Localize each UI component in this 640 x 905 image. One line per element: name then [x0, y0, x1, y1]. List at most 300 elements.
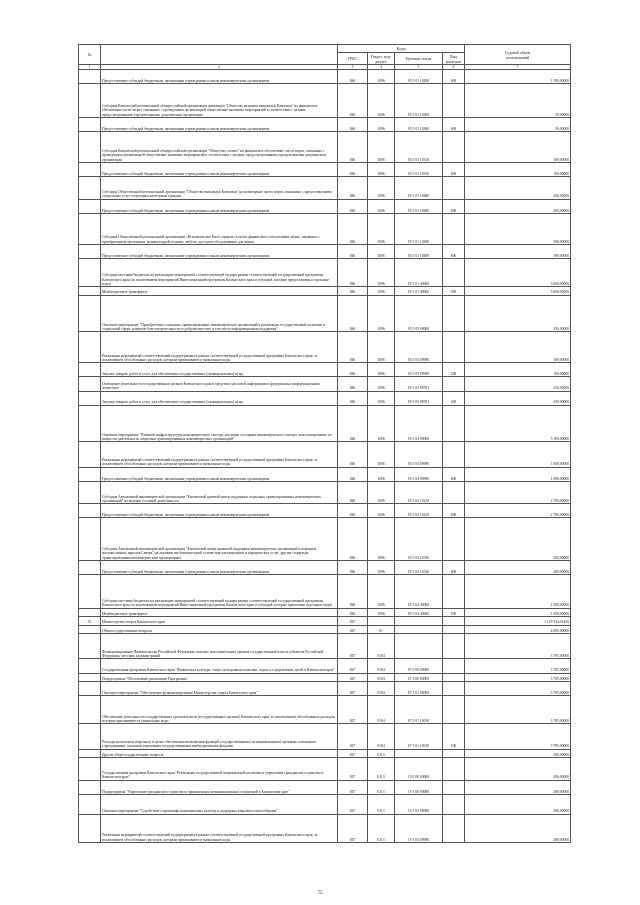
table-row: [79, 213, 571, 244]
row-csr: 05 5 04 40060: [395, 574, 443, 608]
row-no: [79, 625, 101, 633]
row-sum: 5 100,00000: [465, 405, 571, 442]
row-sum: 280,00000: [465, 794, 571, 814]
table-row: [79, 814, 571, 842]
table-row: [79, 794, 571, 814]
table-row: [79, 749, 571, 757]
row-no: [79, 682, 101, 696]
row-grbs: 846: [338, 363, 368, 377]
row-razdel: 1006: [368, 295, 395, 332]
row-vid: [443, 481, 465, 504]
row-vid: [443, 780, 465, 794]
row-sum: 100,00000: [465, 363, 571, 377]
row-name: Подпрограмма "Обеспечение реализации Программы": [101, 673, 338, 681]
col-num: 2: [101, 65, 338, 70]
row-name: Субсидия Камчатской региональной общероссийской организации инвалидов "Общество незрячих инвалидов Камчатки" на финансовое обеспечение части затрат, связанных с проведением организацией общественно-значимых мероприятий в соответствии с целями, предусмотренными учредительными документами организации: [101, 84, 338, 118]
row-csr: 05 5 04 10210: [395, 504, 443, 518]
row-sum: 1 000,00000: [465, 442, 571, 467]
row-sum: 1 200,00000: [465, 608, 571, 616]
row-sum: 200,00000: [465, 199, 571, 213]
row-no: [79, 673, 101, 681]
row-razdel: 1006: [368, 608, 395, 616]
row-razdel: 0113: [368, 758, 395, 781]
row-no: [79, 814, 101, 842]
row-sum: 250,00000: [465, 391, 571, 405]
table-row: [79, 467, 571, 481]
row-vid: [443, 132, 465, 163]
row-csr: 05 5 04 00000: [395, 405, 443, 442]
row-no: [79, 659, 101, 673]
table-row: [79, 199, 571, 213]
row-vid: [443, 659, 465, 673]
row-razdel: 1006: [368, 163, 395, 177]
row-grbs: 846: [338, 377, 368, 391]
row-csr: 05 5 04 09990: [395, 467, 443, 481]
row-csr: 05 5 03 09990: [395, 363, 443, 377]
row-csr: 05 5 01 10480: [395, 199, 443, 213]
col-num: 6: [443, 65, 465, 70]
row-csr: 19 1 00 00000: [395, 780, 443, 794]
row-sum: 100,00000: [465, 132, 571, 163]
row-csr: 05 5 01 10490: [395, 244, 443, 258]
row-csr: 05 5 01 10280: [395, 70, 443, 84]
row-no: [79, 481, 101, 504]
row-sum: 1 590,00000: [465, 70, 571, 84]
row-razdel: 1006: [368, 117, 395, 131]
row-grbs: 847: [338, 617, 368, 625]
row-no: [79, 244, 101, 258]
row-grbs: 847: [338, 814, 368, 842]
row-name: Основное мероприятие "Обеспечение функционирования Министерства спорта Камчатского края": [101, 682, 338, 696]
row-razdel: 01: [368, 625, 395, 633]
table-row: [79, 724, 571, 749]
row-vid: 600: [443, 244, 465, 258]
table-row: [79, 481, 571, 504]
row-csr: 05 5 04 10210: [395, 481, 443, 504]
row-razdel: 1006: [368, 560, 395, 574]
table-row: [79, 295, 571, 332]
row-grbs: 847: [338, 682, 368, 696]
row-razdel: 0104: [368, 634, 395, 659]
row-grbs: 846: [338, 199, 368, 213]
row-razdel: 1006: [368, 258, 395, 286]
row-no: [79, 518, 101, 560]
row-name: Расходы на выплаты персоналу в целях обеспечения выполнения функций государственными (муниципальными) органами, казенными учреждениями, органами управления государственными внебюджетными фондами: [101, 724, 338, 749]
row-sum: 3 785,00000: [465, 682, 571, 696]
row-razdel: 0104: [368, 673, 395, 681]
col-header-vid: Вид расходов: [443, 53, 465, 65]
row-name: Предоставление субсидий бюджетным, автономным учреждениям и иным некоммерческим организациям: [101, 560, 338, 574]
row-name: Предоставление субсидий бюджетным, автономным учреждениям и иным некоммерческим организациям: [101, 244, 338, 258]
row-csr: 05 5 04 10330: [395, 518, 443, 560]
row-sum: 280,00000: [465, 758, 571, 781]
row-csr: 19 0 00 00000: [395, 758, 443, 781]
row-sum: 50,00000: [465, 117, 571, 131]
row-grbs: 847: [338, 696, 368, 724]
row-no: [79, 391, 101, 405]
budget-table: [78, 44, 571, 843]
row-vid: [443, 814, 465, 842]
col-header-total-line2: ассигнований: [505, 54, 530, 60]
col-num: 4: [368, 65, 395, 70]
row-razdel: 1006: [368, 213, 395, 244]
row-no: [79, 405, 101, 442]
row-name: Обеспечение деятельности государственных органов власти (государственных органов) Камчатского края, за исключением обособленных расходов, которым присваиваются уникальные коды: [101, 696, 338, 724]
row-no: [79, 132, 101, 163]
row-razdel: 1006: [368, 199, 395, 213]
row-grbs: 846: [338, 117, 368, 131]
row-name: Субсидия Автономной некоммерческой организации "Камчатский краевой центр поддержки социально ориентированных некоммерческих организаций" на ведение уставной деятельности: [101, 481, 338, 504]
row-no: [79, 794, 101, 814]
table-row: [79, 258, 571, 286]
row-no: [79, 724, 101, 749]
row-csr: 05 5 01 40060: [395, 287, 443, 295]
row-no: [79, 258, 101, 286]
col-num: 7: [465, 65, 571, 70]
row-vid: [443, 258, 465, 286]
row-sum: 3 600,00000: [465, 287, 571, 295]
table-row: [79, 177, 571, 200]
row-name: Министерство спорта Камчатского края: [101, 617, 338, 625]
row-grbs: 847: [338, 724, 368, 749]
row-sum: 3 785,00000: [465, 724, 571, 749]
col-header-no: №: [79, 45, 101, 65]
row-csr: 07 3 01 10010: [395, 724, 443, 749]
col-header-name: [101, 45, 338, 65]
row-vid: 600: [443, 117, 465, 131]
col-num: 5: [395, 65, 443, 70]
row-razdel: 1006: [368, 132, 395, 163]
row-no: [79, 363, 101, 377]
row-no: [79, 442, 101, 467]
row-sum: 1 129 334,01400: [465, 617, 571, 625]
row-vid: [443, 634, 465, 659]
row-razdel: 0113: [368, 794, 395, 814]
row-razdel: 0104: [368, 696, 395, 724]
row-csr: 05 5 01 10310: [395, 163, 443, 177]
row-name: Основное мероприятие "Содействие сохранению национальных культур и поддержка языкового многообразия": [101, 794, 338, 814]
row-razdel: 0104: [368, 724, 395, 749]
row-no: [79, 574, 101, 608]
row-vid: [443, 617, 465, 625]
table-row: [79, 634, 571, 659]
row-no: [79, 696, 101, 724]
row-grbs: 846: [338, 574, 368, 608]
row-csr: 05 5 01 40060: [395, 258, 443, 286]
table-row: [79, 780, 571, 794]
row-no: [79, 608, 101, 616]
row-vid: 500: [443, 287, 465, 295]
row-name: Другие общегосударственные вопросы: [101, 749, 338, 757]
row-grbs: 846: [338, 332, 368, 363]
row-sum: 200,00000: [465, 560, 571, 574]
row-no: [79, 199, 101, 213]
row-no: [79, 560, 101, 574]
row-vid: [443, 794, 465, 814]
row-sum: 50,00000: [465, 84, 571, 118]
row-grbs: 846: [338, 84, 368, 118]
row-name: Общегосударственные вопросы: [101, 625, 338, 633]
row-vid: [443, 442, 465, 467]
row-sum: 250,00000: [465, 377, 571, 391]
row-sum: 200,00000: [465, 518, 571, 560]
table-row: [79, 504, 571, 518]
row-razdel: 1006: [368, 467, 395, 481]
row-grbs: 847: [338, 758, 368, 781]
row-name: Освещение деятельности государственных органов Камчатского края в средствах массовой информации и федеральных информационных агентствах: [101, 377, 338, 391]
table-row: [79, 625, 571, 633]
row-no: [79, 295, 101, 332]
row-razdel: 1006: [368, 244, 395, 258]
table-row: [79, 442, 571, 467]
page-number: 75: [317, 891, 323, 896]
table-row: [79, 518, 571, 560]
row-razdel: 1006: [368, 504, 395, 518]
row-csr: [395, 749, 443, 757]
row-sum: 4 065,00000: [465, 625, 571, 633]
row-name: Межбюджетные трансферты: [101, 287, 338, 295]
row-csr: 05 5 01 10310: [395, 132, 443, 163]
row-vid: [443, 682, 465, 696]
row-grbs: 846: [338, 70, 368, 84]
row-grbs: 847: [338, 659, 368, 673]
row-name: Государственная программа Камчатского края "Физическая культура, спорт, молодежная политика, отдых и оздоровление детей в Камчатском крае": [101, 659, 338, 673]
row-name: Реализация мероприятий соответствующей подпрограммы в рамках соответствующей государственной программы Камчатского края, за исключением обособленных расходов, которым присваиваются уникальные коды: [101, 442, 338, 467]
row-grbs: 846: [338, 258, 368, 286]
row-vid: [443, 696, 465, 724]
row-vid: [443, 673, 465, 681]
row-grbs: 846: [338, 481, 368, 504]
row-razdel: 1006: [368, 363, 395, 377]
table-row: [79, 70, 571, 84]
row-grbs: 846: [338, 518, 368, 560]
col-header-codes: Коды: [338, 45, 465, 53]
row-grbs: 846: [338, 391, 368, 405]
row-name: Субсидия Камчатской региональной общероссийской организации "Общество слепых" на финансовое обеспечение части затрат, связанных с проведением организацией общественно-значимых мероприятий в соответствии с целями, предусмотренными учредительными документами организации: [101, 132, 338, 163]
row-razdel: 1006: [368, 442, 395, 467]
row-name: Подпрограмма "Укрепление гражданского единства и гармонизация межнациональных отношений в Камчатском крае": [101, 780, 338, 794]
row-razdel: 0113: [368, 814, 395, 842]
row-name: Субсидия Общественной региональной организации "Общество инвалидов Камчатки" на возмещение части затрат, связанных с предоставлением социальных услуг отдельным категориям граждан: [101, 177, 338, 200]
row-name: Предоставление субсидий бюджетным, автономным учреждениям и иным некоммерческим организациям: [101, 117, 338, 131]
row-sum: 390,00000: [465, 213, 571, 244]
row-name: Государственная программа Камчатского края "Реализация государственной национальной политики и укрепление гражданского единства в Камчатском крае": [101, 758, 338, 781]
row-razdel: 0104: [368, 682, 395, 696]
row-grbs: 846: [338, 504, 368, 518]
row-grbs: 847: [338, 749, 368, 757]
row-sum: 3 785,00000: [465, 673, 571, 681]
row-no: [79, 758, 101, 781]
row-grbs: 847: [338, 634, 368, 659]
row-grbs: 846: [338, 163, 368, 177]
row-no: [79, 287, 101, 295]
row-csr: 05 5 03 09990: [395, 332, 443, 363]
row-no: [79, 467, 101, 481]
row-no: [79, 117, 101, 131]
row-razdel: [368, 617, 395, 625]
table-row: [79, 287, 571, 295]
row-name: Субсидия Автономной некоммерческой организации "Камчатский центр правовой поддержки некоммерческих организаций и коренных малочисленных народов Севера" на оказание им безвозмездной основе консультационных и юридических услуг другим социально ориентированным некоммерческим организациям: [101, 518, 338, 560]
row-name: Закупка товаров, работ и услуг для обеспечения государственных (муниципальных) нужд: [101, 391, 338, 405]
row-vid: [443, 405, 465, 442]
table-row: [79, 363, 571, 377]
row-sum: 350,00000: [465, 295, 571, 332]
row-razdel: 1006: [368, 70, 395, 84]
row-no: [79, 177, 101, 200]
row-vid: 600: [443, 70, 465, 84]
row-no: [79, 70, 101, 84]
row-sum: 280,00000: [465, 814, 571, 842]
table-row: [79, 405, 571, 442]
row-vid: [443, 749, 465, 757]
col-header-csr: Целевая статья: [395, 53, 443, 65]
budget-table-sheet: [78, 44, 570, 843]
table-row: [79, 574, 571, 608]
row-grbs: 846: [338, 213, 368, 244]
row-sum: 100,00000: [465, 163, 571, 177]
row-sum: 3 600,00000: [465, 258, 571, 286]
row-razdel: 0104: [368, 659, 395, 673]
row-csr: 07 3 01 10010: [395, 696, 443, 724]
budget-table-body: [79, 70, 571, 843]
row-grbs: 846: [338, 560, 368, 574]
row-csr: 05 5 04 09990: [395, 442, 443, 467]
row-razdel: 0113: [368, 749, 395, 757]
row-csr: [395, 617, 443, 625]
row-name: Межбюджетные трансферты: [101, 608, 338, 616]
row-vid: [443, 332, 465, 363]
row-name: Предоставление субсидий бюджетным, автономным учреждениям и иным некоммерческим организациям: [101, 163, 338, 177]
row-sum: 280,00000: [465, 749, 571, 757]
row-no: [79, 749, 101, 757]
col-header-grbs: ГРБС: [338, 53, 368, 65]
row-name: Субсидия Общественной региональной организации «Всекамчатское Енот саранов» в целях финансового обеспечения затрат, связанных с приобретением оргтехники, компьютерной техники, мебели, доступом обслуживания для жилья: [101, 213, 338, 244]
row-razdel: 1006: [368, 84, 395, 118]
row-sum: 280,00000: [465, 780, 571, 794]
row-csr: 05 5 03 98701: [395, 391, 443, 405]
row-razdel: 1006: [368, 287, 395, 295]
row-sum: 390,00000: [465, 244, 571, 258]
row-razdel: 1006: [368, 177, 395, 200]
row-no: 31: [79, 617, 101, 625]
row-no: [79, 163, 101, 177]
row-name: Предоставление субсидий бюджетным, автономным учреждениям и иным некоммерческим организациям: [101, 70, 338, 84]
row-razdel: 1006: [368, 377, 395, 391]
row-no: [79, 332, 101, 363]
row-sum: 100,00000: [465, 332, 571, 363]
row-grbs: 846: [338, 295, 368, 332]
row-grbs: 847: [338, 780, 368, 794]
row-csr: 05 5 03 00000: [395, 295, 443, 332]
row-name: Основное мероприятие "Развитие инфраструктуры некоммерческого сектора, изучение состояния некоммерческого сектора, консультирование по вопросам деятельности социально ориентированных некоммерческих организаций": [101, 405, 338, 442]
table-row: [79, 758, 571, 781]
row-grbs: 846: [338, 132, 368, 163]
row-name: Реализация мероприятий соответствующей подпрограммы в рамках соответствующей государственной программы Камчатского края, за исключением обособленных расходов, которым присваиваются уникальные коды: [101, 332, 338, 363]
row-csr: 05 5 01 10300: [395, 84, 443, 118]
row-no: [79, 504, 101, 518]
col-header-total-line1: Годовой объем: [504, 49, 531, 55]
row-vid: [443, 518, 465, 560]
row-name: Реализация мероприятий соответствующей подпрограммы в рамках соответствующей государственной программы Камчатского края, за исключением обособленных расходов, которым присваиваются уникальные коды: [101, 814, 338, 842]
row-name: Субсидии местным бюджетам на реализацию мероприятий соответствующей подпрограммы соответствующей государственной программы Камчатского края (за исключением мероприятий Инвестиционной программы Камчатского края и субсидий, которые присвоены отдельные коды): [101, 574, 338, 608]
row-name: Предоставление субсидий бюджетным, автономным учреждениям и иным некоммерческим организациям: [101, 199, 338, 213]
row-grbs: 847: [338, 673, 368, 681]
row-vid: [443, 574, 465, 608]
row-csr: 07 3 00 00000: [395, 673, 443, 681]
row-grbs: 846: [338, 608, 368, 616]
row-csr: 19 1 03 00000: [395, 794, 443, 814]
row-vid: 600: [443, 504, 465, 518]
table-row: [79, 659, 571, 673]
row-sum: 1 000,00000: [465, 467, 571, 481]
table-row: [79, 84, 571, 118]
row-vid: 600: [443, 163, 465, 177]
table-row: [79, 117, 571, 131]
row-vid: [443, 213, 465, 244]
row-name: Функционирование Правительства Российской Федерации, высших исполнительных органов государственной власти субъектов Российской Федерации, местных администраций: [101, 634, 338, 659]
table-row: [79, 696, 571, 724]
row-sum: 3 785,00000: [465, 696, 571, 724]
row-csr: 05 5 01 10480: [395, 177, 443, 200]
row-no: [79, 634, 101, 659]
row-name: Основное мероприятие "Приобретение социально ориентированных некоммерческих организаций к реализации государственной политики в социальной сфере, развитие благотворительности и добровольчества, в том числе информационная поддержка": [101, 295, 338, 332]
row-vid: [443, 377, 465, 391]
col-header-total: [465, 45, 571, 65]
row-razdel: 1006: [368, 574, 395, 608]
row-grbs: 846: [338, 177, 368, 200]
table-row: [79, 132, 571, 163]
row-name: Субсидии местным бюджетам на реализацию мероприятий соответствующей подпрограммы соответствующей государственной программы Камчатского края (за исключением мероприятий Инвестиционной программы Камчатского края и субсидий, которые предоставлены отдельные коды): [101, 258, 338, 286]
row-sum: 200,00000: [465, 177, 571, 200]
row-sum: 2 700,00000: [465, 504, 571, 518]
row-razdel: 1006: [368, 481, 395, 504]
row-csr: 19 1 03 09990: [395, 814, 443, 842]
row-vid: 100: [443, 724, 465, 749]
col-num: 3: [338, 65, 368, 70]
row-vid: 600: [443, 199, 465, 213]
table-row: [79, 377, 571, 391]
row-no: [79, 84, 101, 118]
row-no: [79, 780, 101, 794]
row-name: Предоставление субсидий бюджетным, автономным учреждениям и иным некоммерческим организациям: [101, 504, 338, 518]
row-razdel: 1006: [368, 332, 395, 363]
table-row: [79, 617, 571, 625]
row-sum: 3 785,00000: [465, 659, 571, 673]
row-csr: 05 5 01 10490: [395, 213, 443, 244]
row-name: Закупка товаров, работ и услуг для обеспечения государственных (муниципальных) нужд: [101, 363, 338, 377]
table-row: [79, 163, 571, 177]
row-vid: 200: [443, 391, 465, 405]
table-row: [79, 332, 571, 363]
row-vid: 600: [443, 560, 465, 574]
row-sum: 3 785,00000: [465, 634, 571, 659]
col-num: 1: [79, 65, 101, 70]
table-row: [79, 560, 571, 574]
row-grbs: 847: [338, 625, 368, 633]
row-csr: [395, 634, 443, 659]
table-row: [79, 682, 571, 696]
row-csr: 05 5 01 10300: [395, 117, 443, 131]
table-row: [79, 244, 571, 258]
row-no: [79, 377, 101, 391]
row-vid: [443, 177, 465, 200]
row-grbs: 846: [338, 244, 368, 258]
row-grbs: 847: [338, 794, 368, 814]
row-razdel: 0113: [368, 780, 395, 794]
row-sum: 2 700,00000: [465, 481, 571, 504]
row-csr: 05 5 03 98701: [395, 377, 443, 391]
row-vid: [443, 84, 465, 118]
